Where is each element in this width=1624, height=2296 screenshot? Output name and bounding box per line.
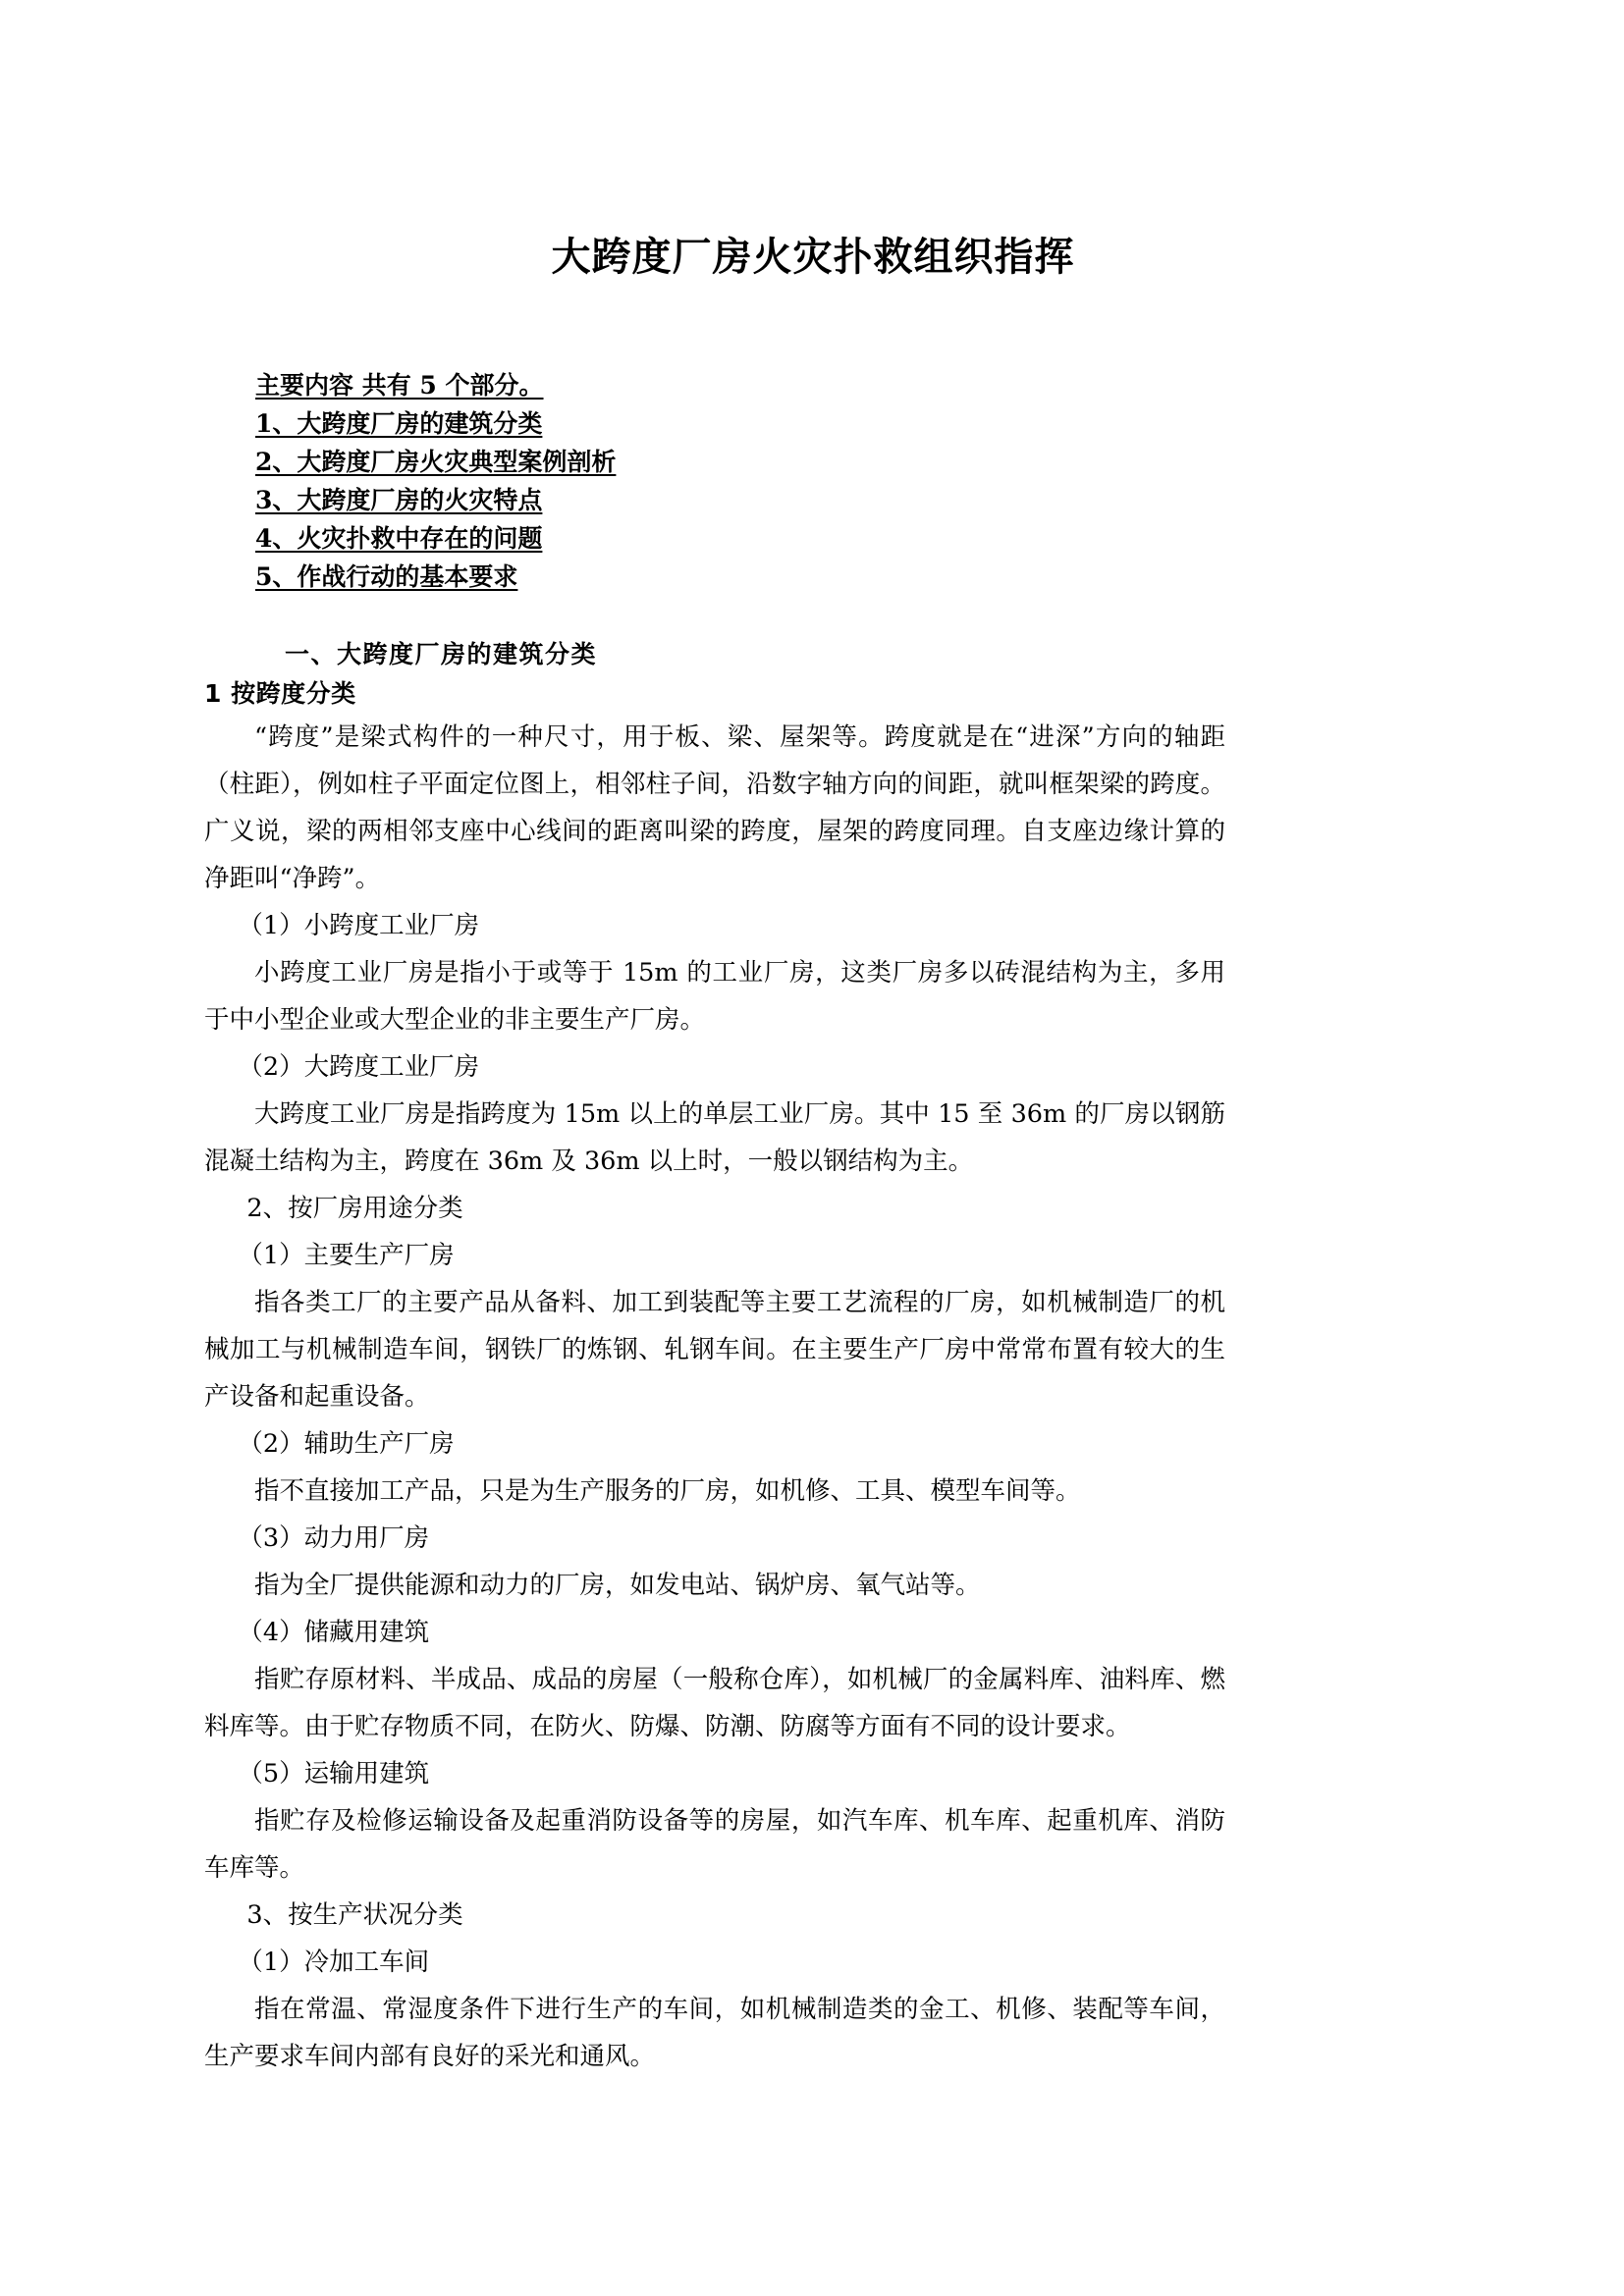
usage-text-5: 指贮存及检修运输设备及起重消防设备等的房屋，如汽车库、机车库、起重机库、消防车库等。 [204,1806,1225,1883]
outline-item-5: 5、作战行动的基本要求 [255,562,518,591]
usage-text-2: 指不直接加工产品，只是为生产服务的厂房，如机修、工具、模型车间等。 [254,1476,1081,1506]
sub-heading-usage-classification: 2、按厂房用途分类 [246,1194,463,1223]
outline-block [244,282,1382,596]
document-content [204,0,1382,2080]
paragraph-span-definition: “跨度”是梁式构件的一种尺寸，用于板、梁、屋架等。跨度就是在“进深”方向的轴距（柱距），例如柱子平面定位图上，相邻柱子间，沿数字轴方向的间距，就叫框架梁的跨度。广义说，梁的两相邻支座中心线间的距离叫梁的跨度，屋架的跨度同理。自支座边缘计算的净距叫“净跨”。 [204,722,1225,893]
usage-text-4: 指贮存原材料、半成品、成品的房屋（一般称仓库），如机械厂的金属料库、油料库、燃料库等。由于贮存物质不同，在防火、防爆、防潮、防腐等方面有不同的设计要求。 [204,1665,1225,1741]
status-label-1: （1）冷加工车间 [238,1948,430,1977]
item-text-small-span: 小跨度工业厂房是指小于或等于 15m 的工业厂房，这类厂房多以砖混结构为主，多用于中小型企业或大型企业的非主要生产厂房。 [204,958,1225,1035]
usage-label-4: （4）储藏用建筑 [238,1618,430,1647]
usage-label-5: （5）运输用建筑 [238,1759,430,1789]
sub-heading-production-status: 3、按生产状况分类 [246,1900,463,1930]
item-label-small-span: （1）小跨度工业厂房 [238,911,480,940]
outline-item-2: 2、大跨度厂房火灾典型案例剖析 [255,448,617,476]
outline-item-4: 4、火灾扑救中存在的问题 [255,524,543,553]
section-heading-one: 一、大跨度厂房的建筑分类 [285,640,598,668]
usage-label-2: （2）辅助生产厂房 [238,1429,455,1459]
usage-label-3: （3）动力用厂房 [238,1523,430,1553]
outline-intro: 主要内容 共有 5 个部分。 [255,371,544,400]
sub-heading-span-classification: 1 按跨度分类 [204,679,356,708]
outline-item-3: 3、大跨度厂房的火灾特点 [255,486,543,514]
outline-item-1: 1、大跨度厂房的建筑分类 [255,409,543,438]
usage-text-3: 指为全厂提供能源和动力的厂房，如发电站、锅炉房、氧气站等。 [254,1571,981,1600]
page-title: 大跨度厂房火灾扑救组织指挥 [551,235,1075,280]
item-text-large-span: 大跨度工业厂房是指跨度为 15m 以上的单层工业厂房。其中 15 至 36m 的厂房以钢筋混凝土结构为主，跨度在 36m 及 36m 以上时，一般以钢结构为主。 [204,1099,1225,1176]
item-label-large-span: （2）大跨度工业厂房 [238,1052,480,1082]
body-block [204,714,1225,2080]
usage-text-1: 指各类工厂的主要产品从备料、加工到装配等主要工艺流程的厂房，如机械制造厂的机械加工与机械制造车间，钢铁厂的炼钢、轧钢车间。在主要生产厂房中常常布置有较大的生产设备和起重设备。 [204,1288,1225,1412]
usage-label-1: （1）主要生产厂房 [238,1241,455,1270]
status-text-1: 指在常温、常湿度条件下进行生产的车间，如机械制造类的金工、机修、装配等车间，生产要求车间内部有良好的采光和通风。 [204,1995,1225,2071]
